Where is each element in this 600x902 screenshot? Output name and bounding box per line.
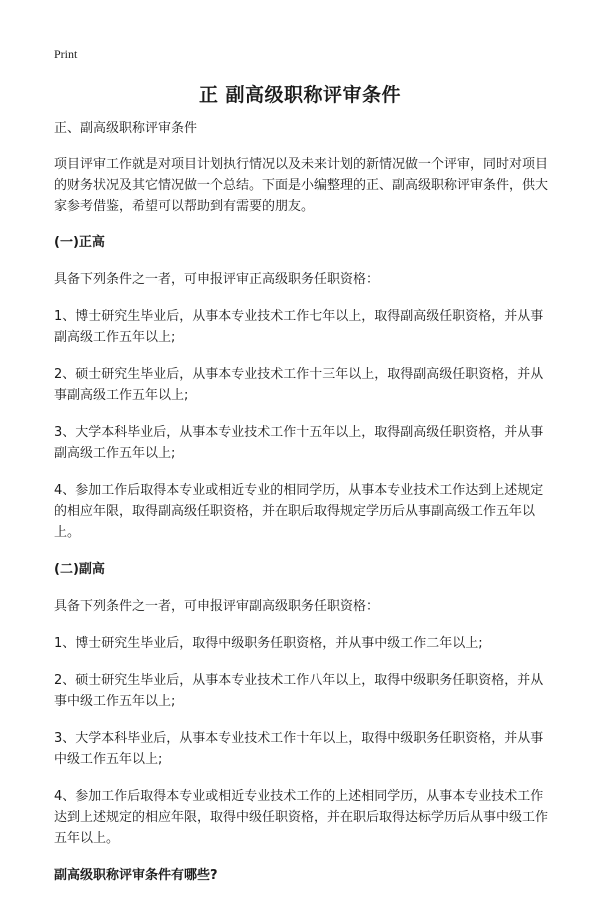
section-heading-fugao: (二)副高 [54,562,105,577]
document-title: 正 副高级职称评审条件 [198,84,402,106]
list-item: 2、硕士研究生毕业后，从事本专业技术工作八年以上，取得中级职务任职资格，并从事中级工作五年以上; [54,673,544,709]
list-item: 1、博士研究生毕业后，取得中级职务任职资格，并从事中级工作二年以上; [54,636,483,651]
list-item: 3、大学本科毕业后，从事本专业技术工作十五年以上，取得副高级任职资格，并从事副高级工作五年以上; [54,425,544,461]
section-heading-zhenggao: (一)正高 [54,235,105,250]
list-item: 3、大学本科毕业后，从事本专业技术工作十年以上，取得中级职务任职资格，并从事中级工作五年以上; [54,731,544,767]
list-item: 4、参加工作后取得本专业或相近专业技术工作的上述相同学历，从事本专业技术工作达到上述规定的相应年限，取得中级任职资格，并在职后取得达标学历后从事中级工作五年以上。 [54,789,549,846]
list-item: 1、博士研究生毕业后，从事本专业技术工作七年以上，取得副高级任职资格，并从事副高级工作五年以上; [54,309,544,345]
document-subtitle: 正、副高级职称评审条件 [54,121,198,136]
closing-heading: 副高级职称评审条件有哪些? [54,868,218,883]
section-lead: 具备下列条件之一者，可申报评审正高级职务任职资格： [54,272,380,287]
print-link[interactable]: Print [54,47,78,61]
section-lead: 具备下列条件之一者，可申报评审副高级职务任职资格： [54,599,380,614]
list-item: 2、硕士研究生毕业后，从事本专业技术工作十三年以上，取得副高级任职资格，并从事副高级工作五年以上; [54,367,544,403]
list-item: 4、参加工作后取得本专业或相近专业的相同学历，从事本专业技术工作达到上述规定的相应年限，取得副高级任职资格，并在职后取得规定学历后从事副高级工作五年以上。 [54,483,544,540]
document-body [54,118,554,902]
intro-paragraph: 项目评审工作就是对项目计划执行情况以及未来计划的新情况做一个评审，同时对项目的财务状况及其它情况做一个总结。下面是小编整理的正、副高级职称评审条件，供大家参考借鉴，希望可以帮助到有需要的朋友。 [54,157,549,214]
